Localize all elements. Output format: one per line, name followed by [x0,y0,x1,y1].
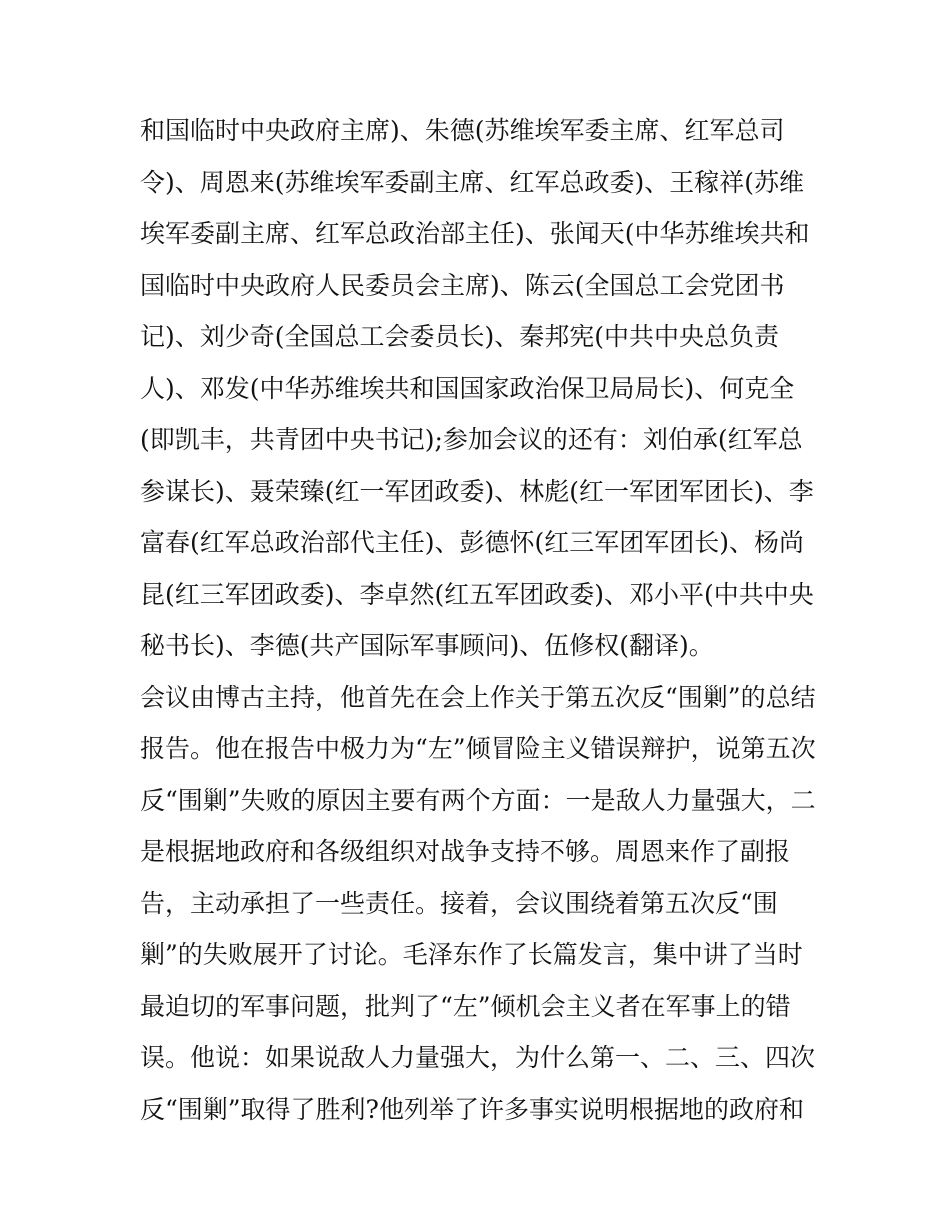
text-line: 昆(红三军团政委)、李卓然(红五军团政委)、邓小平(中共中央 [140,579,814,609]
body-text [140,105,830,1135]
text-line: (即凯丰，共青团中央书记);参加会议的还有：刘伯承(红军总 [140,425,803,454]
text-line: 反“围剿”取得了胜利?他列举了许多事实说明根据地的政府和 [140,1094,804,1124]
text-line: 是根据地政府和各级组织对战争支持不够。周恩来作了副报 [140,837,791,866]
text-line: 令)、周恩来(苏维埃军委副主席、红军总政委)、王稼祥(苏维 [140,167,805,197]
text-line: 参谋长)、聂荣臻(红一军团政委)、林彪(红一军团军团长)、李 [140,476,814,506]
text-line: 报告。他在报告中极力为“左”倾冒险主义错误辩护，说第五次 [140,734,816,763]
text-line: 富春(红军总政治部代主任)、彭德怀(红三军团军团长)、杨尚 [140,528,805,557]
text-line: 人)、邓发(中华苏维埃共和国国家政治保卫局局长)、何克全 [140,373,795,403]
text-line: 告，主动承担了一些责任。接着，会议围绕着第五次反“围 [140,888,778,918]
text-line: 最迫切的军事问题，批判了“左”倾机会主义者在军事上的错 [140,991,791,1021]
text-line: 误。他说：如果说敌人力量强大，为什么第一、二、三、四次 [140,1043,816,1072]
text-line: 会议由博古主持，他首先在会上作关于第五次反“围剿”的总结 [140,682,816,712]
text-line: 国临时中央政府人民委员会主席)、陈云(全国总工会党团书 [140,270,785,300]
text-line: 剿”的失败展开了讨论。毛泽东作了长篇发言，集中讲了当时 [140,940,803,969]
text-line: 反“围剿”失败的原因主要有两个方面：一是敌人力量强大，二 [140,785,816,815]
text-line: 秘书长)、李德(共产国际军事顾问)、伍修权(翻译)。 [140,631,714,660]
text-line: 埃军委副主席、红军总政治部主任)、张闻天(中华苏维埃共和 [140,219,810,248]
text-line: 和国临时中央政府主席)、朱德(苏维埃军委主席、红军总司 [140,116,785,145]
text-line: 记)、刘少奇(全国总工会委员长)、秦邦宪(中共中央总负责 [140,322,780,351]
